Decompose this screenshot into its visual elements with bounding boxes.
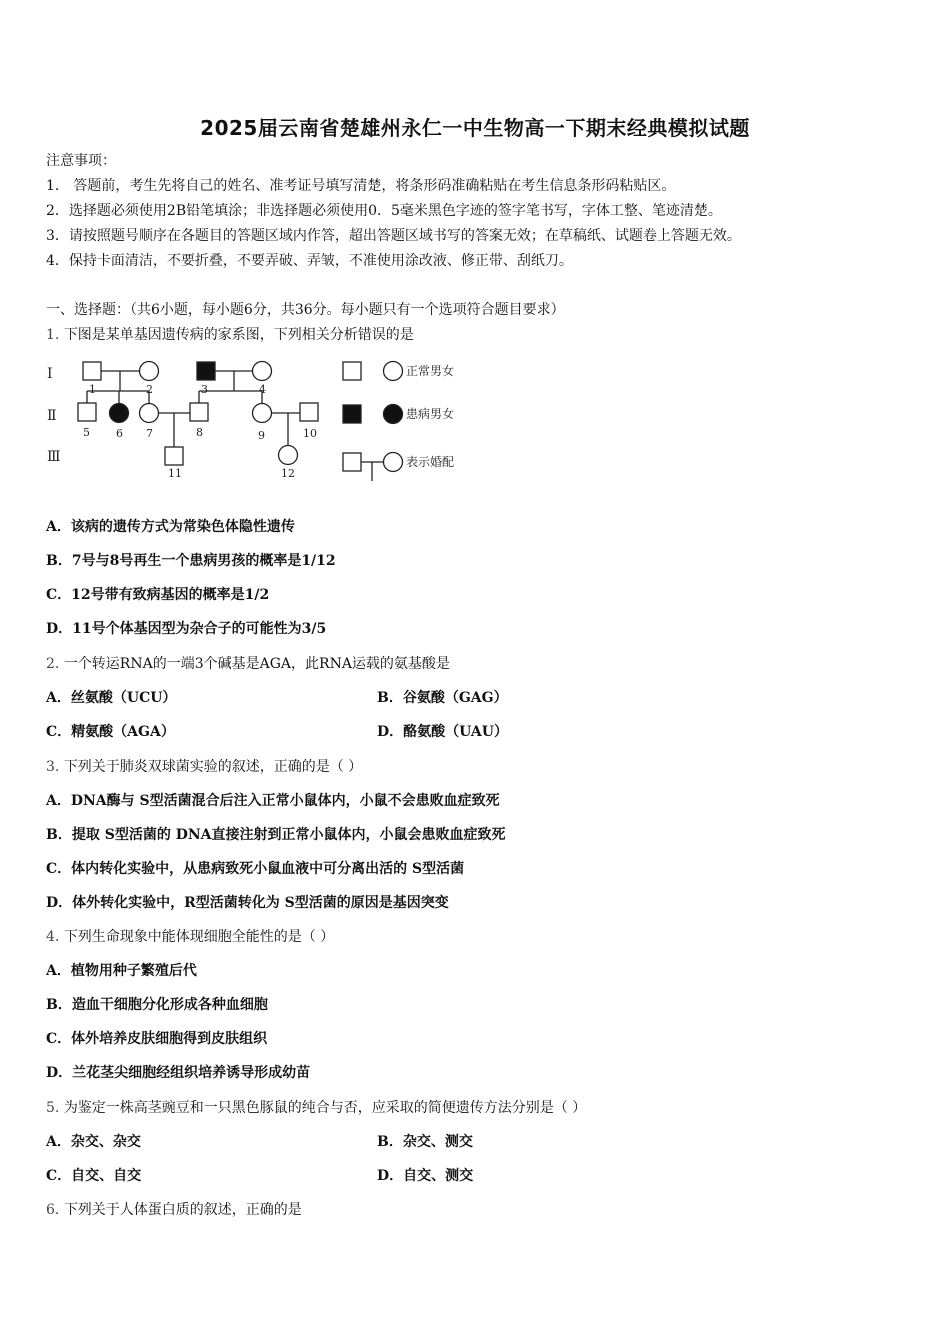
option-c: C．体外培养皮肤细胞得到皮肤组织 (46, 1031, 268, 1047)
generation-label: Ⅲ (47, 449, 61, 465)
question-5-stem (46, 1098, 586, 1118)
option-a: A．丝氨酸（UCU） (46, 690, 177, 706)
option-b: B．谷氨酸（GAG） (377, 690, 508, 706)
option-c: C．体内转化实验中，从患病致死小鼠血液中可分离出活的 S型活菌 (46, 861, 465, 877)
page-title: 2025届云南省楚雄州永仁一中生物高一下期末经典模拟试题 (200, 116, 750, 140)
question-text: 一个转运RNA的一端3个碱基是AGA，此RNA运载的氨基酸是 (63, 656, 450, 672)
individual-5 (78, 403, 96, 421)
option-a: A．杂交、杂交 (46, 1134, 141, 1150)
question-3-stem (46, 757, 362, 777)
individual-number: 3 (201, 383, 208, 396)
notice-item: 3．请按照题号顺序在各题目的答题区域内作答，超出答题区域书写的答案无效；在草稿纸、试题卷上答题无效。 (46, 228, 741, 244)
generation-label: Ⅱ (47, 408, 57, 424)
individual-10 (300, 403, 318, 421)
legend-normal-female (384, 362, 403, 381)
individual-11 (165, 447, 183, 465)
individual-12 (279, 446, 298, 465)
legend-marriage-male (343, 453, 361, 471)
option-c: C．精氨酸（AGA） (46, 724, 175, 740)
option-a: A．DNA酶与 S型活菌混合后注入正常小鼠体内，小鼠不会患败血症致死 (46, 793, 500, 809)
option-c: C．12号带有致病基因的概率是1/2 (46, 587, 270, 603)
notice-item: 1． 答题前，考生先将自己的姓名、准考证号填写清楚，将条形码准确粘贴在考生信息条形码粘贴区。 (46, 178, 676, 194)
question-1-stem (46, 325, 414, 345)
option-d: D．酪氨酸（UAU） (377, 724, 508, 740)
option-b: B．造血干细胞分化形成各种血细胞 (46, 997, 268, 1013)
question-number: 1. (46, 327, 60, 343)
legend-affected-male (343, 405, 361, 423)
individual-8 (190, 403, 208, 421)
option-b: B．7号与8号再生一个患病男孩的概率是1/12 (46, 553, 336, 569)
individual-2 (140, 362, 159, 381)
individual-number: 10 (303, 427, 317, 440)
option-b: B．杂交、测交 (377, 1134, 473, 1150)
individual-number: 8 (196, 426, 203, 439)
individual-9 (253, 404, 272, 423)
individual-number: 1 (89, 383, 96, 396)
individual-number: 4 (259, 383, 266, 396)
question-number: 4. (46, 929, 60, 945)
option-a: A．该病的遗传方式为常染色体隐性遗传 (46, 519, 295, 535)
question-text: 为鉴定一株高茎豌豆和一只黑色豚鼠的纯合与否，应采取的简便遗传方法分别是（ ） (63, 1100, 587, 1116)
legend-marriage-female (384, 453, 403, 472)
notice-heading: 注意事项： (46, 153, 116, 169)
option-d: D．11号个体基因型为杂合子的可能性为3/5 (46, 621, 327, 637)
question-number: 5. (46, 1100, 60, 1116)
question-number: 2. (46, 656, 60, 672)
legend-affected-label: 患病男女 (406, 407, 455, 421)
legend-affected-female (384, 405, 403, 424)
individual-number: 5 (83, 426, 90, 439)
question-number: 6. (46, 1202, 60, 1218)
individual-number: 2 (146, 383, 153, 396)
option-a: A．植物用种子繁殖后代 (46, 963, 197, 979)
question-text: 下图是某单基因遗传病的家系图，下列相关分析错误的是 (63, 327, 414, 343)
individual-number: 11 (168, 467, 182, 480)
question-number: 3. (46, 759, 60, 775)
pedigree-diagram (38, 353, 478, 488)
option-b: B．提取 S型活菌的 DNA直接注射到正常小鼠体内，小鼠会患败血症致死 (46, 827, 506, 843)
individual-1 (83, 362, 101, 380)
option-d: D．兰花茎尖细胞经组织培养诱导形成幼苗 (46, 1065, 311, 1081)
individual-3 (197, 362, 215, 380)
generation-label: Ⅰ (47, 366, 53, 382)
legend-normal-label: 正常男女 (406, 364, 455, 378)
notice-item: 4．保持卡面清洁，不要折叠，不要弄破、弄皱，不准使用涂改液、修正带、刮纸刀。 (46, 253, 573, 269)
individual-number: 9 (258, 429, 265, 442)
notice-item: 2．选择题必须使用2B铅笔填涂；非选择题必须使用0．5毫米黑色字迹的签字笔书写，字体工整、笔迹清楚。 (46, 203, 722, 219)
individual-4 (253, 362, 272, 381)
question-6-stem (46, 1200, 302, 1220)
individual-number: 12 (281, 467, 295, 480)
question-text: 下列关于人体蛋白质的叙述，正确的是 (63, 1202, 302, 1218)
individual-7 (140, 404, 159, 423)
individual-number: 7 (146, 427, 153, 440)
legend-normal-male (343, 362, 361, 380)
question-4-stem (46, 927, 334, 947)
option-c: C．自交、自交 (46, 1168, 142, 1184)
individual-6 (110, 404, 129, 423)
section-heading: 一、选择题：（共6小题，每小题6分，共36分。每小题只有一个选项符合题目要求） (46, 302, 565, 318)
question-2-stem (46, 654, 450, 674)
question-text: 下列生命现象中能体现细胞全能性的是（ ） (63, 929, 335, 945)
legend-marriage-label: 表示婚配 (406, 455, 455, 469)
option-d: D．自交、测交 (377, 1168, 474, 1184)
question-text: 下列关于肺炎双球菌实验的叙述，正确的是（ ） (63, 759, 363, 775)
individual-number: 6 (116, 427, 123, 440)
option-d: D．体外转化实验中，R型活菌转化为 S型活菌的原因是基因突变 (46, 895, 449, 911)
